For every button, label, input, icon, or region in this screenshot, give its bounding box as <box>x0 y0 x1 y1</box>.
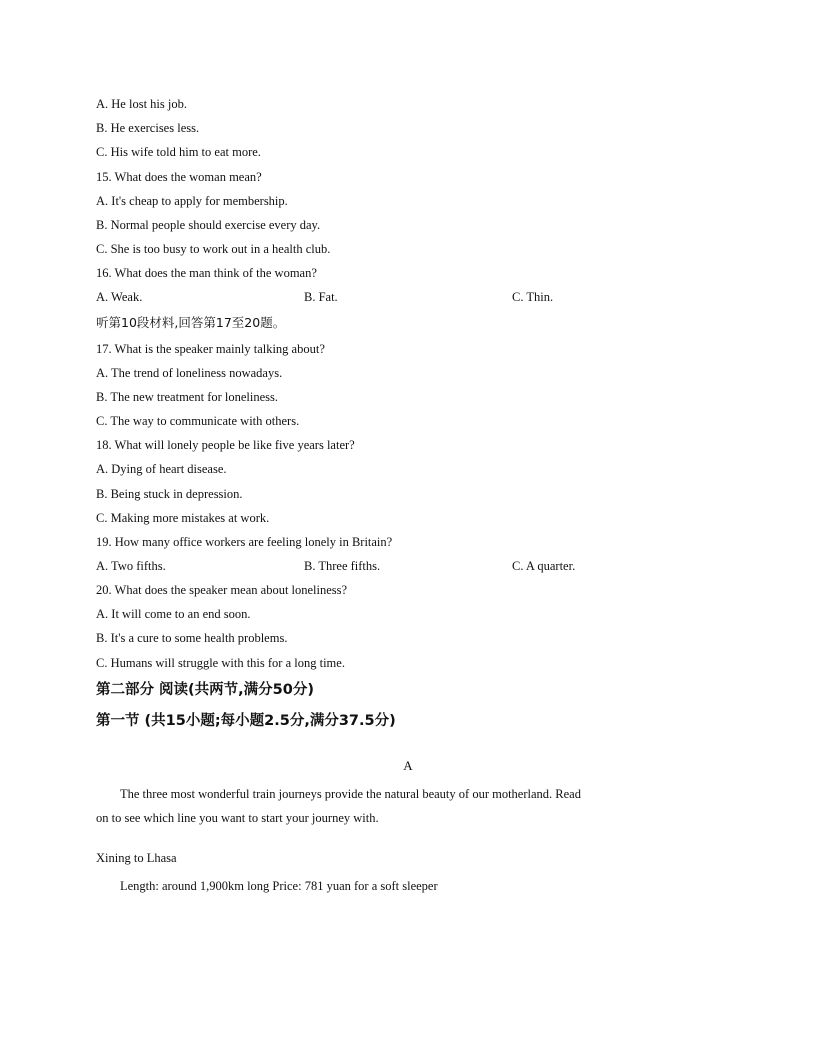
q17-option-a: A. The trend of loneliness nowadays. <box>96 366 283 380</box>
q18-question: 18. What will lonely people be like five years later? <box>96 438 355 452</box>
q16-option-c: C. Thin. <box>512 290 554 304</box>
q14-option-c: C. His wife told him to eat more. <box>96 145 261 159</box>
q19-option-a: A. Two fifths. <box>96 559 166 573</box>
q15-question: 15. What does the woman mean? <box>96 170 262 184</box>
q14-option-a: A. He lost his job. <box>96 97 187 111</box>
route-title: Xining to Lhasa <box>96 851 177 865</box>
route-details: Length: around 1,900km long Price: 781 yuan for a soft sleeper <box>120 879 438 893</box>
q16-option-a: A. Weak. <box>96 290 143 304</box>
section1-heading: 第一节 (共15小题;每小题2.5分,满分37.5分) <box>96 713 396 729</box>
q15-option-a: A. It's cheap to apply for membership. <box>96 194 288 208</box>
q15-option-b: B. Normal people should exercise every day. <box>96 218 321 232</box>
q17-question: 17. What is the speaker mainly talking about? <box>96 342 325 356</box>
section10-instruction: 听第10段材料,回答第17至20题。 <box>96 315 286 330</box>
intro-line-2: on to see which line you want to start your journey with. <box>96 811 379 825</box>
q18-option-c: C. Making more mistakes at work. <box>96 511 270 525</box>
q20-question: 20. What does the speaker mean about loneliness? <box>96 583 348 597</box>
q20-option-c: C. Humans will struggle with this for a long time. <box>96 656 345 670</box>
q19-option-b: B. Three fifths. <box>304 559 381 573</box>
q16-question: 16. What does the man think of the woman? <box>96 266 317 280</box>
q19-option-c: C. A quarter. <box>512 559 576 573</box>
intro-line-1: The three most wonderful train journeys provide the natural beauty of our motherland. Read <box>120 787 581 801</box>
q20-option-a: A. It will come to an end soon. <box>96 607 251 621</box>
q20-option-b: B. It's a cure to some health problems. <box>96 631 288 645</box>
q16-option-b: B. Fat. <box>304 290 338 304</box>
q18-option-a: A. Dying of heart disease. <box>96 462 227 476</box>
passage-letter: A <box>403 758 413 773</box>
q19-question: 19. How many office workers are feeling lonely in Britain? <box>96 535 393 549</box>
q17-option-c: C. The way to communicate with others. <box>96 414 300 428</box>
q18-option-b: B. Being stuck in depression. <box>96 487 243 501</box>
q17-option-b: B. The new treatment for loneliness. <box>96 390 279 404</box>
part2-heading: 第二部分 阅读(共两节,满分50分) <box>96 682 314 698</box>
q14-option-b: B. He exercises less. <box>96 121 200 135</box>
q15-option-c: C. She is too busy to work out in a health club. <box>96 242 331 256</box>
